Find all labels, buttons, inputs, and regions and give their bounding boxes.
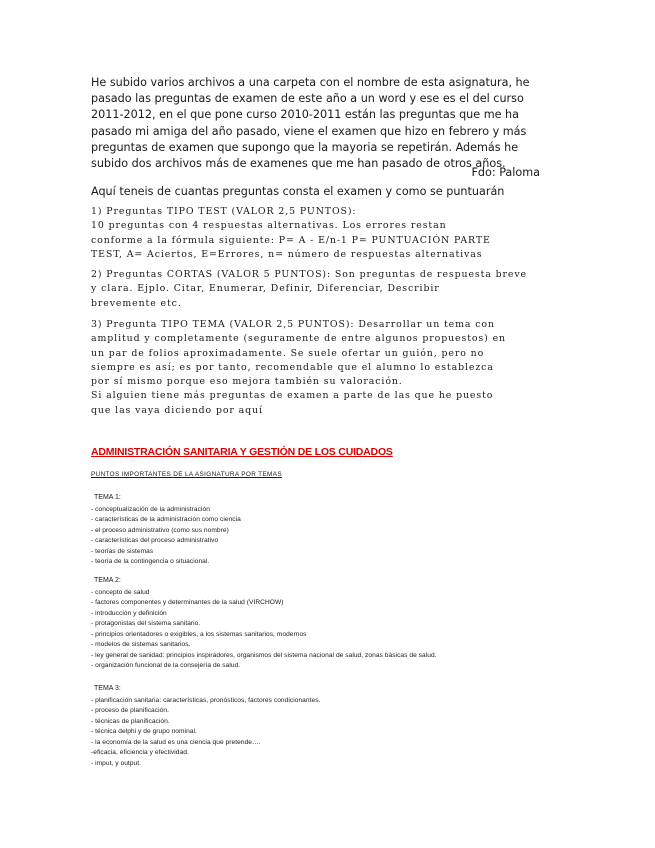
tema-item: - técnicas de planificación. — [91, 717, 170, 725]
tema-title: TEMA 3: — [94, 685, 121, 692]
question-line: y clara. Ejplo. Citar, Enumerar, Definir, Diferenciar, Describir — [91, 283, 440, 295]
tema-item: - imput, y output. — [91, 759, 142, 767]
tema-item: - organización funcional de la consejería de salud. — [91, 662, 241, 669]
tema-item: - ley general de sanidad: principios inspiradores, organismos del sistema nacional de salud, zonas básicas de salud. — [91, 651, 437, 659]
question-line: 1) Preguntas TIPO TEST (VALOR 2,5 PUNTOS): — [91, 206, 357, 217]
tema-item: - la economía de la salud es una ciencia que pretende…. — [91, 738, 261, 746]
tema-block — [91, 684, 561, 769]
tema-item: - técnica delphi y de grupo nominal. — [91, 728, 197, 735]
question-line: brevemente etc. — [91, 297, 182, 309]
tema-item: -eficacia, eficiencia y efectividad. — [91, 749, 189, 756]
question-line: TEST, A= Aciertos, E=Errores, n= número de respuestas alternativas — [91, 248, 483, 260]
question-line: que las vaya diciendo por aquí — [91, 404, 263, 416]
question-line: 10 preguntas con 4 respuestas alternativas. Los errores restan — [91, 220, 447, 232]
question-type-test — [91, 205, 551, 262]
tema-item: - teoría de la contingencia o situacional. — [91, 558, 210, 565]
tema-item: - concepto de salud — [91, 588, 150, 596]
tema-item: - modelos de sistemas sanitarios. — [91, 641, 191, 648]
question-line: amplitud y completamente (seguramente de entre algunos propuestos) en — [91, 333, 506, 345]
signature: Fdo: Paloma — [471, 166, 540, 179]
section-title: ADMINISTRACIÓN SANITARIA Y GESTIÓN DE LOS CUIDADOS — [91, 446, 393, 458]
tema-item: - características del proceso administrativo — [91, 537, 219, 544]
exam-structure-heading: Aquí teneis de cuantas preguntas consta el examen y como se puntuarán — [91, 185, 505, 198]
question-line: por sí mismo porque eso mejora también su valoración. — [91, 376, 403, 388]
tema-item: - planificación sanitaria: características, pronósticos, factores condicionantes. — [91, 696, 321, 704]
section-subtitle: PUNTOS IMPORTANTES DE LA ASIGNATURA POR TEMAS — [91, 471, 282, 478]
question-line: Si alguien tiene más preguntas de examen a parte de las que he puesto — [91, 390, 494, 402]
question-line: siempre es así; es por tanto, recomendable que el alumno lo establezca — [91, 361, 494, 373]
tema-item: - características de la administración como ciencia — [91, 516, 241, 523]
tema-title: TEMA 1: — [94, 494, 121, 501]
question-line: 2) Preguntas CORTAS (VALOR 5 PUNTOS): Son preguntas de respuesta breve — [91, 269, 528, 280]
tema-block — [91, 576, 561, 672]
intro-paragraph-block — [91, 75, 541, 172]
question-type-essay — [91, 318, 551, 418]
question-line: 3) Pregunta TIPO TEMA (VALOR 2,5 PUNTOS): Desarrollar un tema con — [91, 319, 495, 330]
tema-title: TEMA 2: — [94, 577, 121, 584]
tema-item: - factores componentes y determinantes de la salud (VIRCHOW) — [91, 599, 284, 606]
tema-item: - el proceso administrativo (como sus nombre) — [91, 526, 229, 534]
tema-item: - principios orientadores o exigibles, a los sistemas sanitarios, modernos — [91, 630, 307, 638]
tema-item: - conceptualización de la administración — [91, 505, 210, 513]
tema-block — [91, 493, 561, 568]
question-line: un par de folios aproximadamente. Se suele ofertar un guión, pero no — [91, 347, 485, 359]
question-type-short — [91, 268, 551, 311]
tema-item: - introducción y definición — [91, 609, 167, 617]
tema-item: - proceso de planificación. — [91, 707, 169, 714]
tema-item: - teorías de sistemas — [91, 547, 154, 555]
tema-item: - protagonistas del sistema sanitario. — [91, 620, 201, 627]
question-line: conforme a la fórmula siguiente: P= A - E/n-1 P= PUNTUACIÓN PARTE — [91, 234, 491, 246]
intro-paragraph: He subido varios archivos a una carpeta con el nombre de esta asignatura, he pasado las preguntas de examen de este año a un word y ese es el del curso 2011-2012, en el que pone curso 2010-2011 están las preguntas que me ha pasado mi amiga del año pasado, viene el examen que hizo en febrero y más preguntas de examen que supongo que la mayoria se repetirán. Además he subido dos archivos más de examenes que me han pasado de otros años. — [91, 76, 530, 171]
